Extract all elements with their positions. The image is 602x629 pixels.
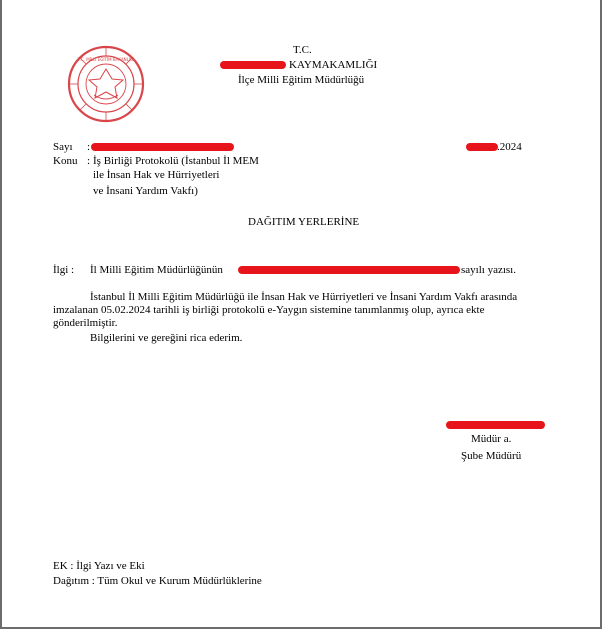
sayi-colon: : [87, 141, 91, 153]
ilgi-text-suffix: sayılı yazısı. [461, 264, 516, 276]
body-paragraph-2: Bilgilerini ve gereğini rica ederim. [90, 332, 243, 344]
konu-line-2: ile İnsan Hak ve Hürriyetleri [93, 169, 220, 181]
sayi-label: Sayı [53, 141, 73, 153]
document-date-year: .2024 [497, 141, 522, 153]
redacted-date [466, 143, 498, 151]
ilgi-label: İlgi : [53, 264, 75, 276]
redacted-document-number [91, 143, 234, 151]
header-tc: T.C. [293, 44, 312, 56]
redacted-district-name [220, 61, 286, 69]
konu-line-1: İş Birliği Protokolü (İstanbul İl MEM [93, 155, 259, 167]
konu-label: Konu [53, 155, 78, 167]
signature-line-1: Müdür a. [471, 433, 512, 445]
document-title: DAĞITIM YERLERİNE [248, 216, 360, 228]
header-kaymakamlik: KAYMAKAMLIĞI [289, 59, 378, 71]
redacted-signatory-name [446, 421, 545, 429]
seal-text: T.C. MİLLİ EĞİTİM BAKANLIĞI [77, 57, 135, 62]
body-paragraph-1-line-2: imzalanan 05.02.2024 tarihli iş birliği protokolü e-Yaygın sistemine tanımlanmış olup, ayrıca ekte [53, 304, 485, 316]
body-paragraph-1-line-1: İstanbul İl Milli Eğitim Müdürlüğü ile İnsan Hak ve Hürriyetleri ve İnsani Yardım Vakfı arasında [90, 291, 518, 303]
distribution-line: Dağıtım : Tüm Okul ve Kurum Müdürlüklerine [53, 575, 262, 587]
header-directorate: İlçe Milli Eğitim Müdürlüğü [238, 74, 365, 86]
window-border-left [0, 0, 2, 629]
attachments-line: EK : İlgi Yazı ve Eki [53, 560, 145, 572]
signature-line-2: Şube Müdürü [461, 450, 522, 462]
meb-seal-logo [66, 45, 146, 123]
konu-colon: : [87, 155, 91, 167]
redacted-reference [238, 266, 460, 274]
konu-line-3: ve İnsani Yardım Vakfı) [93, 185, 198, 197]
body-paragraph-1-line-3: gönderilmiştir. [53, 317, 118, 329]
ilgi-text-prefix: İl Milli Eğitim Müdürlüğünün [90, 264, 223, 276]
